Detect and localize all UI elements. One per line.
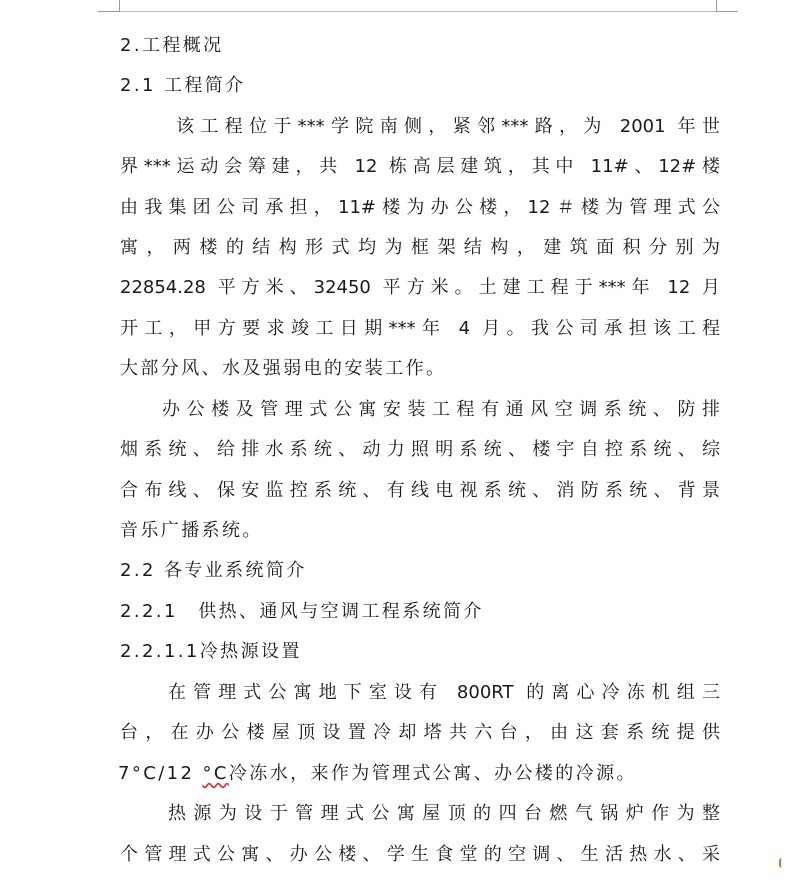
- heading-2-2: 2.2 各专业系统简介: [120, 560, 307, 581]
- heading-2-2-1-1: 2.2.1.1冷热源设置: [120, 641, 302, 662]
- paragraph-3-line-1: 在管理式公寓地下室设有 800RT 的离心冷冻机组三: [168, 682, 720, 703]
- heading-2-2-1: 2.2.1 供热、通风与空调工程系统简介: [120, 601, 484, 622]
- paragraph-1-line-1: 该工程位于***学院南侧，紧邻***路，为 2001 年世: [176, 116, 720, 137]
- paragraph-1-line-3: 由我集团公司承担，11#楼为办公楼，12＃楼为管理式公: [120, 197, 720, 218]
- paragraph-2-line-2: 烟系统、给排水系统、动力照明系统、楼宇自控系统、综: [120, 439, 720, 460]
- heading-2: 2.工程概况: [120, 35, 224, 56]
- paragraph-1-line-7: 大部分风、水及强弱电的安装工作。: [120, 358, 447, 379]
- heading-2-1: 2.1 工程简介: [120, 75, 246, 96]
- margin-mark-left-horizontal: [98, 11, 120, 12]
- margin-mark-right-horizontal: [716, 11, 738, 12]
- paragraph-2-line-4: 音乐广播系统。: [120, 520, 263, 541]
- paragraph-2-line-3: 合布线、保安监控系统、有线电视系统、消防系统、背景: [120, 480, 720, 501]
- paragraph-3-line-3-rest: 冷冻水，来作为管理式公寓、办公楼的冷源。: [228, 763, 637, 784]
- paragraph-3-line-3: [118, 762, 718, 786]
- paragraph-3-line-2: 台，在办公楼屋顶设置冷却塔共六台，由这套系统提供: [120, 722, 720, 743]
- paragraph-1-line-5: 22854.28 平方米、32450 平方米。土建工程于***年 12 月: [120, 277, 720, 298]
- paragraph-1-line-2: 界***运动会筹建，共 12 栋高层建筑，其中 11#、12#楼: [120, 156, 720, 177]
- paragraph-4-line-2: 个管理式公寓、办公楼、学生食堂的空调、生活热水、采: [120, 844, 720, 865]
- paragraph-2-line-1: 办公楼及管理式公寓安装工程有通风空调系统、防排: [162, 399, 720, 420]
- paragraph-4-line-1: 热源为设于管理式公寓屋顶的四台燃气锅炉作为整: [168, 803, 720, 824]
- margin-mark-top-line: [120, 11, 716, 12]
- paragraph-1-line-6: 开工，甲方要求竣工日期***年 4 月。我公司承担该工程: [120, 318, 720, 339]
- spellcheck-underlined-unit: °C: [202, 763, 229, 784]
- corner-edge-icon: [779, 858, 787, 868]
- temperature-range-text: 7°C/12: [118, 763, 203, 784]
- paragraph-1-line-4: 寓，两楼的结构形式均为框架结构，建筑面积分别为: [120, 237, 720, 258]
